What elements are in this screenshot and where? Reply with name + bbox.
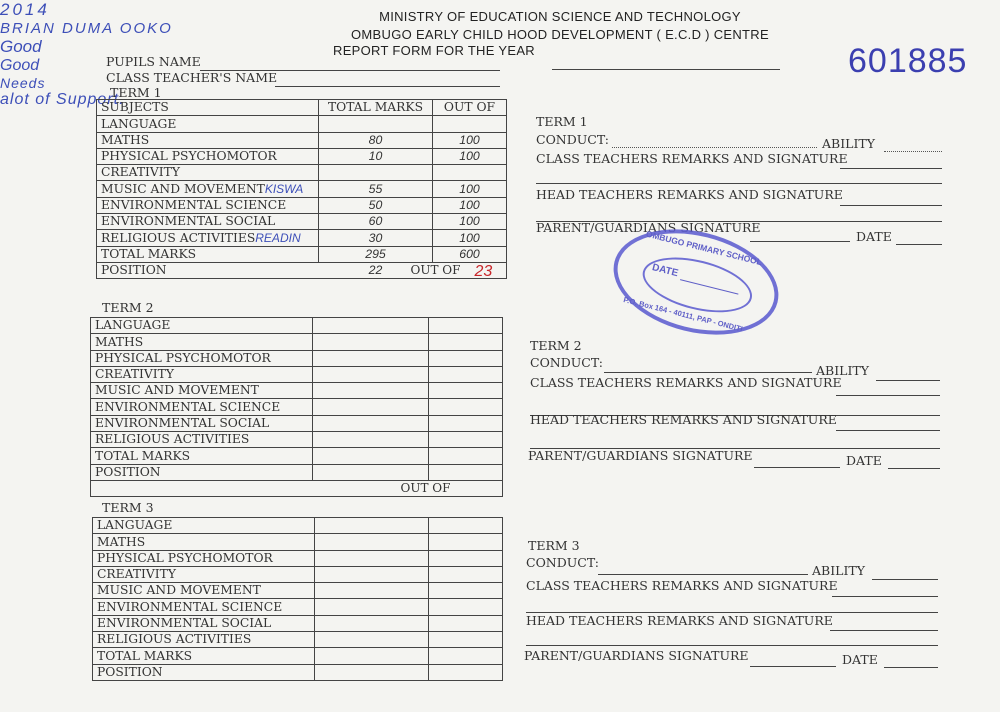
ministry-title: MINISTRY OF EDUCATION SCIENCE AND TECHNOLOGY [379,9,741,24]
mark-value: 50 [319,197,433,213]
table-row [97,116,507,132]
class-remarks-value: Needs [0,75,46,91]
ability-label: ABILITY [812,563,865,578]
total-out-value: 600 [433,246,507,262]
table-row [91,334,503,350]
term2-marks-table [90,317,503,497]
conduct-label: CONDUCT: [530,355,603,370]
ability-label: ABILITY [822,136,875,151]
table-row [91,399,503,415]
subject-label: CREATIVITY [101,165,180,180]
left-term3-title: TERM 3 [102,500,154,515]
term1-marks-table [96,99,507,279]
subject-label: LANGUAGE [91,318,313,334]
table-row [97,246,507,262]
pupil-name: BRIAN DUMA OOKO [0,20,173,37]
class-remarks-continued: alot of Support. [0,91,125,108]
table-row [93,566,503,582]
subject-label: MATHS [93,534,315,550]
table-row [97,230,507,246]
subject-label: LANGUAGE [93,518,315,534]
mark-value: 80 [319,132,433,148]
table-row [91,464,503,480]
subject-label: RELIGIOUS ACTIVITIES [93,632,315,648]
subject-note: READIN [255,230,301,245]
date-label: DATE [846,453,882,468]
mark-value [319,116,433,132]
conduct-label: CONDUCT: [536,132,609,147]
stamp-date-label: DATE [650,262,680,280]
table-row [97,181,507,197]
out-value: 100 [433,214,507,230]
table-row [97,197,507,213]
head-remarks-label: HEAD TEACHERS REMARKS AND SIGNATURE [530,412,837,427]
serial-number: 601885 [848,42,968,80]
out-value: 100 [433,230,507,246]
table-row [93,648,503,664]
subject-label: RELIGIOUS ACTIVITIES [101,230,256,245]
left-term2-title: TERM 2 [102,300,154,315]
ability-value: Good [0,57,40,74]
position-label: POSITION [101,263,167,278]
out-value: 100 [433,132,507,148]
ability-label: ABILITY [816,363,869,378]
head-remarks-label: HEAD TEACHERS REMARKS AND SIGNATURE [536,187,843,202]
right-term3-title: TERM 3 [528,538,580,553]
stamp-address: P.O. Box 164 - 40111, PAP - ONDITI [622,295,744,334]
out-of-label: OUT OF [410,263,461,278]
parent-signature-label: PARENT/GUARDIANS SIGNATURE [536,220,761,235]
out-value: 100 [433,181,507,197]
out-value: 100 [433,148,507,164]
out-value: 100 [433,197,507,213]
table-row [93,599,503,615]
subject-label: PHYSICAL PSYCHOMOTOR [93,550,315,566]
subject-label: TOTAL MARKS [91,448,313,464]
conduct-label: CONDUCT: [526,555,599,570]
date-label: DATE [856,229,892,244]
stamp-school-name: OMBUGO PRIMARY SCHOOL [645,228,763,268]
position-row [91,480,503,496]
subjects-header: SUBJECTS [97,100,319,116]
subject-label: ENVIRONMENTAL SCIENCE [101,198,287,213]
class-remarks-label: CLASS TEACHERS REMARKS AND SIGNATURE [526,578,838,593]
table-row [97,214,507,230]
class-remarks-label: CLASS TEACHERS REMARKS AND SIGNATURE [530,375,842,390]
table-row [97,132,507,148]
left-term1-title: TERM 1 [110,85,162,100]
report-form-label: REPORT FORM FOR THE YEAR [333,43,535,58]
subject-label: MATHS [91,334,313,350]
subject-label: CREATIVITY [91,366,313,382]
subject-label: MUSIC AND MOVEMENT [91,383,313,399]
table-row [93,615,503,631]
term3-marks-table [92,517,503,681]
centre-title: OMBUGO EARLY CHILD HOOD DEVELOPMENT ( E.C.D ) CENTRE [351,27,769,42]
subject-label: ENVIRONMENTAL SCIENCE [91,399,313,415]
mark-value: 60 [319,214,433,230]
subject-note: KISWA [264,181,304,196]
table-row [93,534,503,550]
table-row [93,632,503,648]
out-value [433,165,507,181]
subject-label: ENVIRONMENTAL SOCIAL [91,415,313,431]
out-value [433,116,507,132]
out-of-label: OUT OF [400,481,451,496]
date-label: DATE [842,652,878,667]
subject-label: TOTAL MARKS [101,246,197,261]
table-row [91,366,503,382]
conduct-value: Good [0,37,42,56]
position-row [97,262,507,278]
total-mark-value: 295 [319,246,433,262]
subject-label: MUSIC AND MOVEMENT [101,181,265,196]
right-term2-title: TERM 2 [530,338,582,353]
subject-label: ENVIRONMENTAL SOCIAL [93,615,315,631]
table-row [93,583,503,599]
mark-value: 55 [319,181,433,197]
subject-label: CREATIVITY [93,566,315,582]
subject-label: RELIGIOUS ACTIVITIES [91,432,313,448]
subject-label: PHYSICAL PSYCHOMOTOR [91,350,313,366]
subject-label: LANGUAGE [101,116,177,131]
parent-signature-label: PARENT/GUARDIANS SIGNATURE [528,448,753,463]
table-row [91,350,503,366]
table-row [93,550,503,566]
right-term1-title: TERM 1 [536,114,588,129]
position-value: 22 [319,262,433,278]
class-size-value: 23 [474,263,493,281]
total-marks-header: TOTAL MARKS [319,100,433,116]
table-row [91,415,503,431]
class-teacher-label: CLASS TEACHER'S NAME [106,70,278,85]
pupil-name-label: PUPILS NAME [106,54,201,69]
mark-value: 30 [319,230,433,246]
report-year: 2014 [0,0,50,19]
table-row [93,664,503,680]
out-of-header: OUT OF [433,100,507,116]
subject-label: MUSIC AND MOVEMENT [93,583,315,599]
parent-signature-label: PARENT/GUARDIANS SIGNATURE [524,648,749,663]
subject-label: TOTAL MARKS [93,648,315,664]
mark-value: 10 [319,148,433,164]
mark-value [319,165,433,181]
subject-label: POSITION [93,664,315,680]
table-row [93,518,503,534]
table-row [91,383,503,399]
class-remarks-label: CLASS TEACHERS REMARKS AND SIGNATURE [536,151,848,166]
table-row [91,448,503,464]
subject-label: ENVIRONMENTAL SOCIAL [101,214,276,229]
table-row [91,432,503,448]
table-row [97,165,507,181]
subject-label: ENVIRONMENTAL SCIENCE [93,599,315,615]
subject-label: PHYSICAL PSYCHOMOTOR [101,149,277,164]
head-remarks-label: HEAD TEACHERS REMARKS AND SIGNATURE [526,613,833,628]
subject-label: MATHS [101,132,150,147]
table-row [97,148,507,164]
subject-label: POSITION [91,464,313,480]
table-row [91,318,503,334]
